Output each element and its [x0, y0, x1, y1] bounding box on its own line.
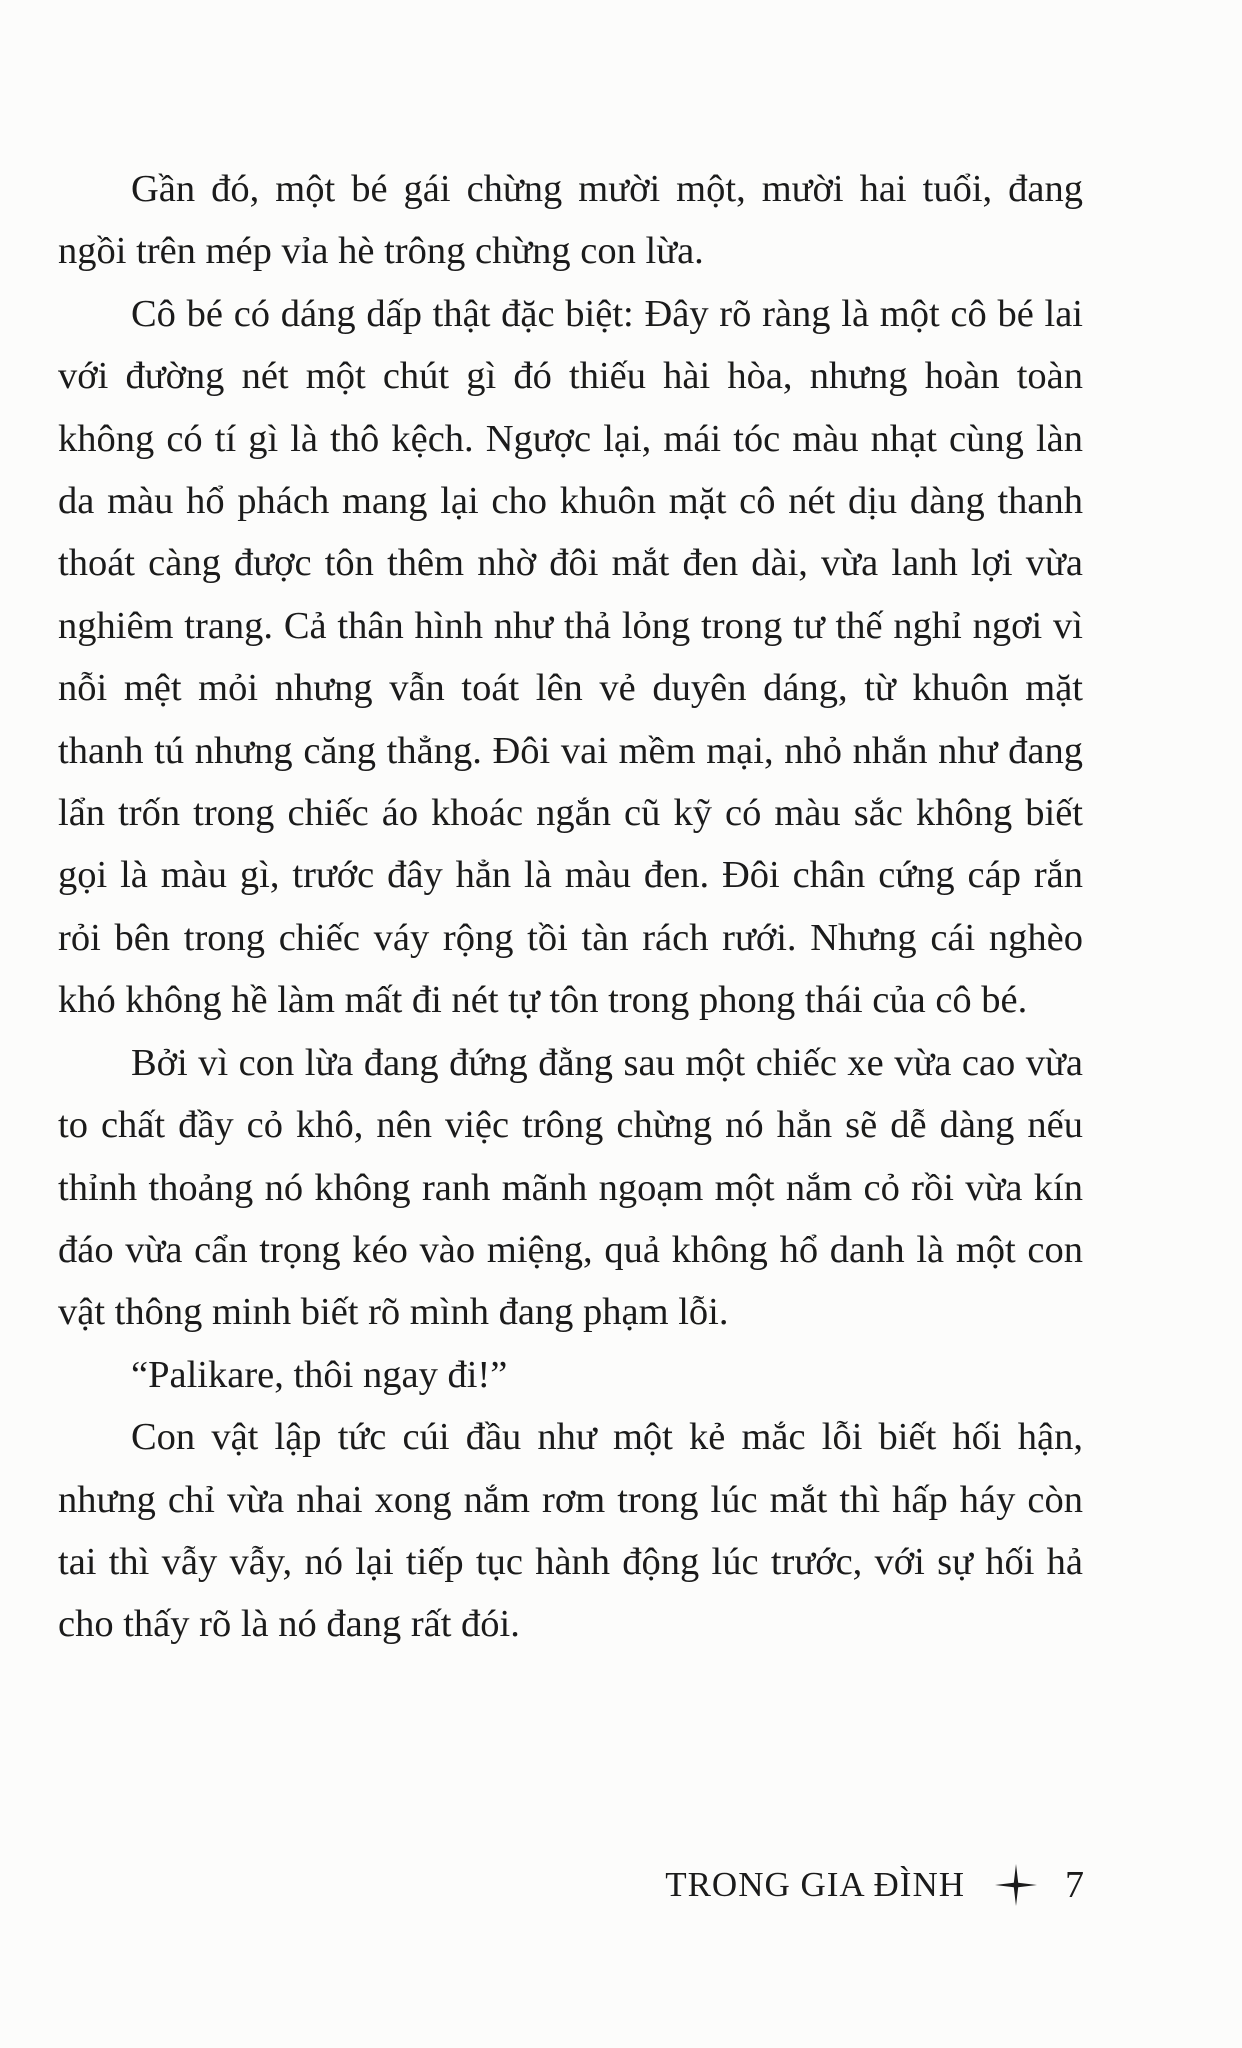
four-point-star-ornament-icon	[993, 1862, 1039, 1908]
paragraph-5: Con vật lập tức cúi đầu như một kẻ mắc lỗi biết hối hận, nhưng chỉ vừa nhai xong nắm rơm trong lúc mắt thì hấp háy còn tai thì vẫy vẫy, nó lại tiếp tục hành động lúc trước, với sự hối hả cho thấy rõ là nó đang rất đói.	[58, 1416, 1083, 1646]
page-number: 7	[1065, 1864, 1084, 1906]
paragraph-4: “Palikare, thôi ngay đi!”	[131, 1353, 508, 1396]
paragraph-3: Bởi vì con lừa đang đứng đằng sau một chiếc xe vừa cao vừa to chất đầy cỏ khô, nên việc trông chừng nó hẳn sẽ dễ dàng nếu thỉnh thoảng nó không ranh mãnh ngoạm một nắm cỏ rồi vừa kín đáo vừa cẩn trọng kéo vào miệng, quả không hổ danh là một con vật thông minh biết rõ mình đang phạm lỗi.	[58, 1041, 1083, 1334]
running-head: TRONG GIA ĐÌNH	[665, 1865, 965, 1904]
paragraph-2: Cô bé có dáng dấp thật đặc biệt: Đây rõ ràng là một cô bé lai với đường nét một chút gì đó thiếu hài hòa, nhưng hoàn toàn không có tí gì là thô kệch. Ngược lại, mái tóc màu nhạt cùng làn da màu hổ phách mang lại cho khuôn mặt cô nét dịu dàng thanh thoát càng được tôn thêm nhờ đôi mắt đen dài, vừa lanh lợi vừa nghiêm trang. Cả thân hình như thả lỏng trong tư thế nghỉ ngơi vì nỗi mệt mỏi nhưng vẫn toát lên vẻ duyên dáng, từ khuôn mặt thanh tú nhưng căng thẳng. Đôi vai mềm mại, nhỏ nhắn như đang lẩn trốn trong chiếc áo khoác ngắn cũ kỹ có màu sắc không biết gọi là màu gì, trước đây hẳn là màu đen. Đôi chân cứng cáp rắn rỏi bên trong chiếc váy rộng tồi tàn rách rưới. Nhưng cái nghèo khó không hề làm mất đi nét tự tôn trong phong thái của cô bé.	[58, 292, 1083, 1022]
body-text	[58, 158, 1083, 1656]
paragraph-1: Gần đó, một bé gái chừng mười một, mười hai tuổi, đang ngồi trên mép vỉa hè trông chừng con lừa.	[58, 168, 1083, 273]
page-footer	[665, 1862, 1084, 1908]
